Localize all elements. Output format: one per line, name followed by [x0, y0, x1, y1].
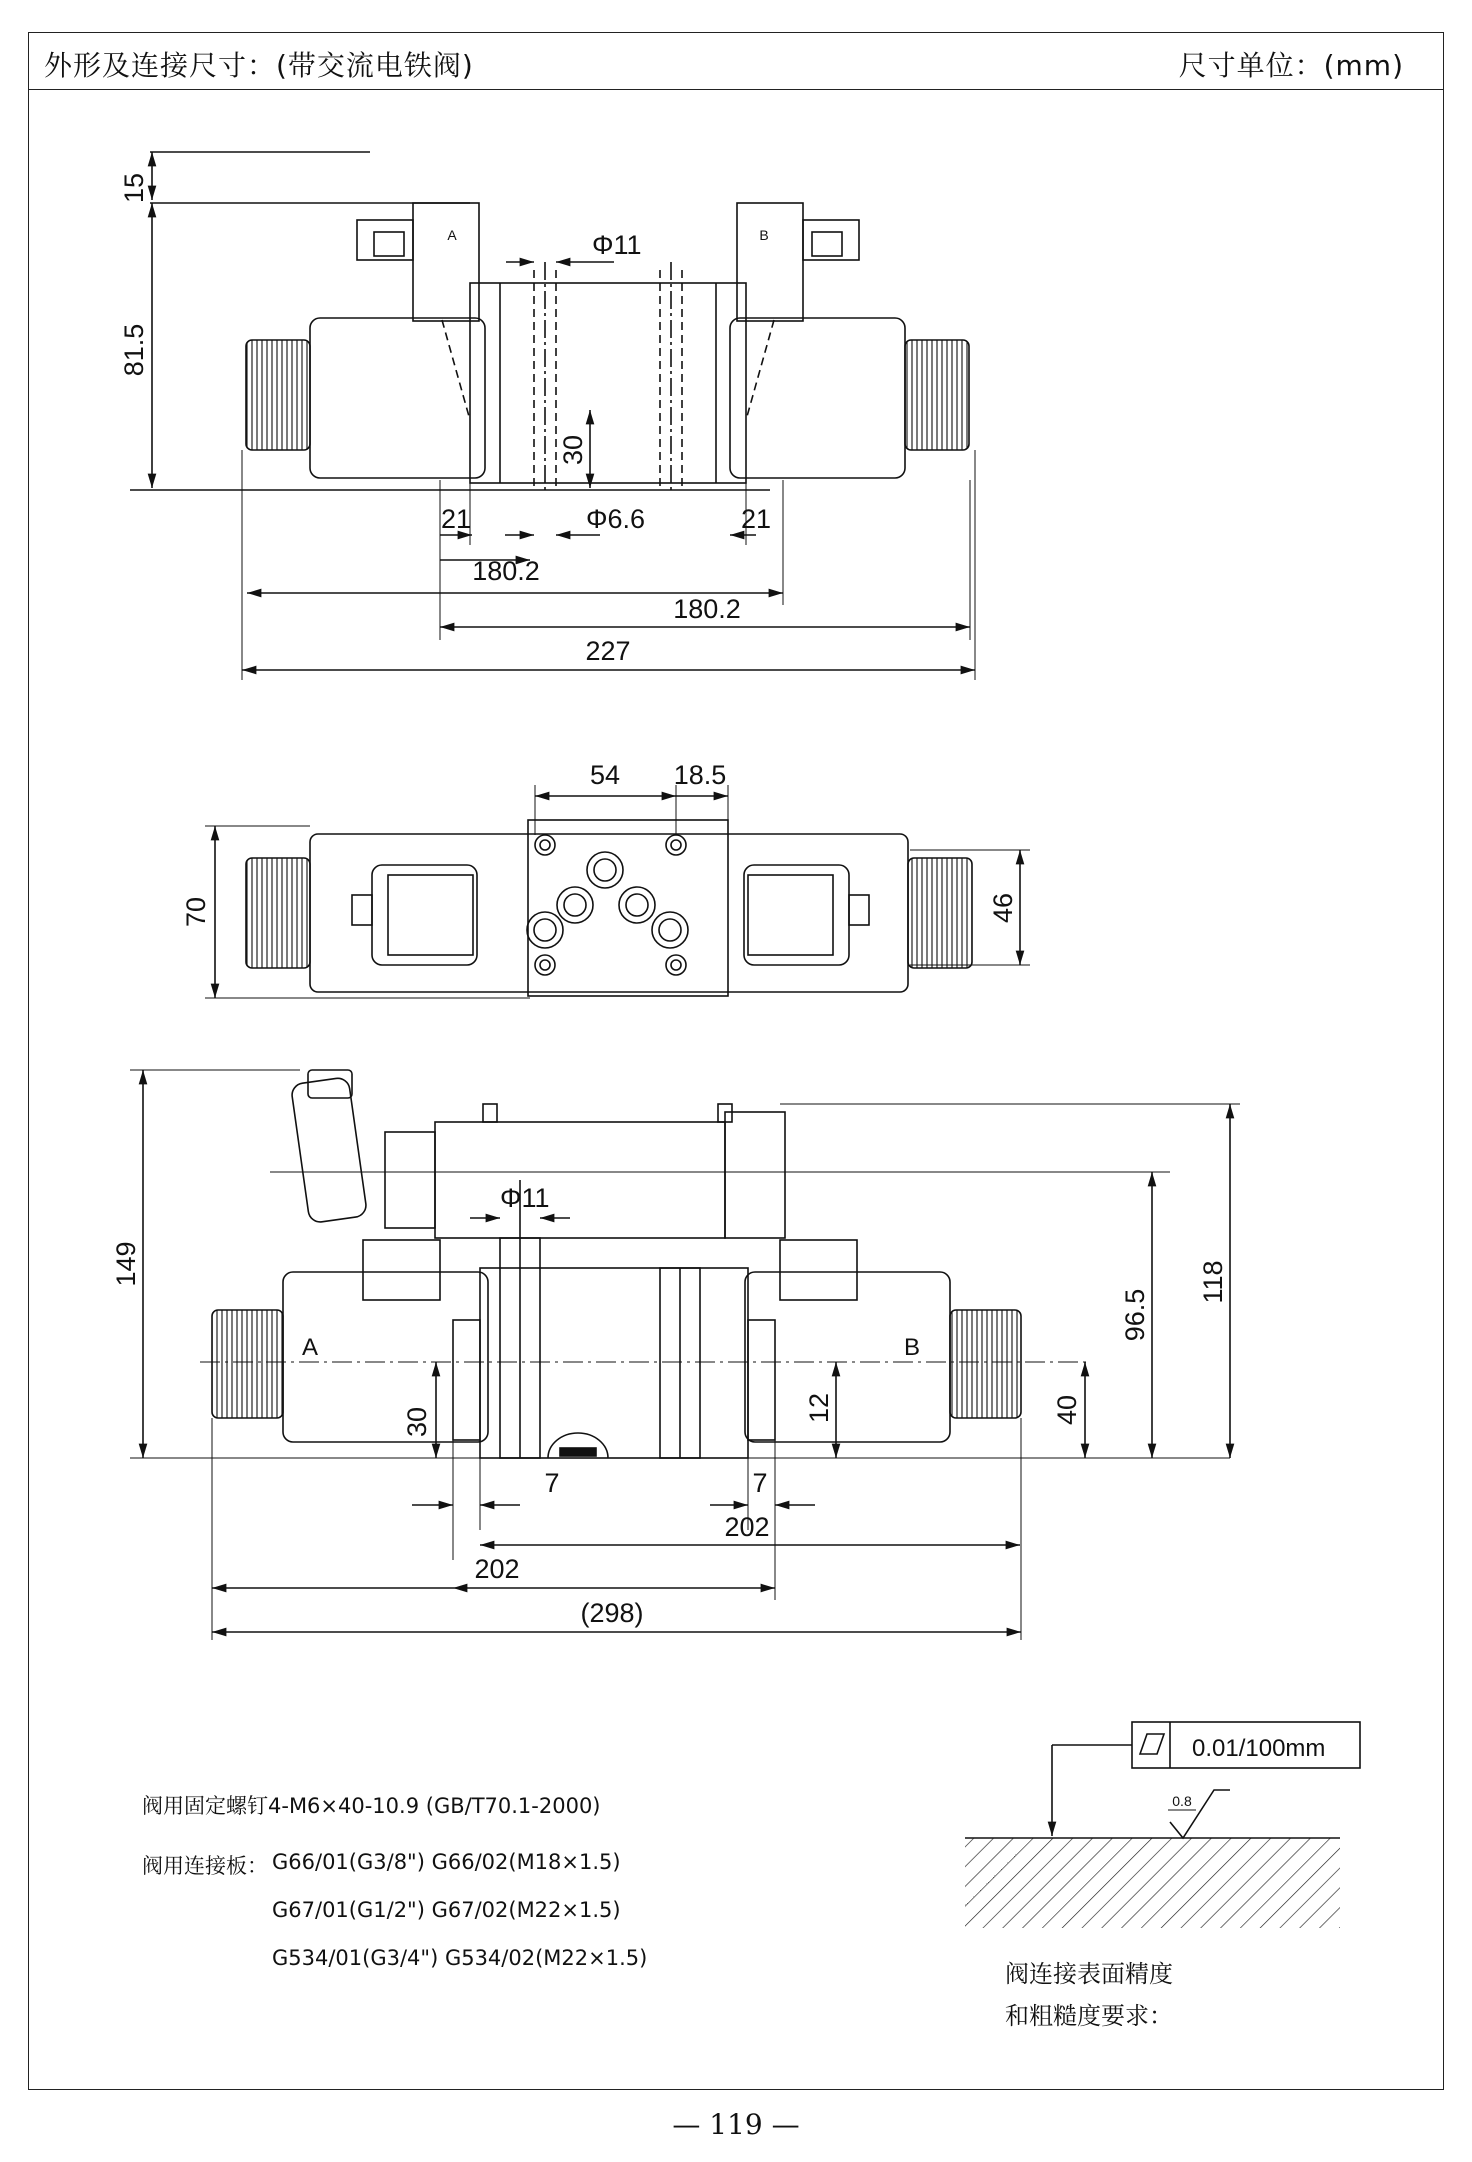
- dim-54: 54: [589, 760, 621, 790]
- dim-202-b: 202: [474, 1554, 520, 1584]
- port-label-a-top: A: [447, 227, 457, 243]
- dim-118: 118: [1198, 1260, 1228, 1304]
- port-label-b-top: B: [759, 227, 769, 243]
- port-label-a-front: A: [301, 1334, 319, 1361]
- dim-70: 70: [181, 896, 211, 928]
- surface-caption-line2: 和粗糙度要求：: [1005, 2002, 1173, 2030]
- surface-caption-line1: 阀连接表面精度: [1005, 1960, 1173, 1988]
- dim-30-top: 30: [558, 434, 588, 466]
- front-view: [130, 1070, 1240, 1640]
- dim-18-5: 18.5: [673, 760, 727, 790]
- dim-202-a: 202: [724, 1512, 770, 1542]
- note-plates-line3: G534/01(G3/4") G534/02(M22×1.5): [272, 1946, 648, 1970]
- note-plates-label: 阀用连接板：: [142, 1854, 268, 1878]
- dim-227: 227: [585, 636, 631, 666]
- dim-phi11-front: Φ11: [500, 1183, 550, 1213]
- port-label-b-front: B: [903, 1334, 921, 1361]
- dim-12: 12: [804, 1392, 834, 1424]
- page-number: — 119 —: [672, 2108, 800, 2141]
- dim-30-front: 30: [402, 1406, 432, 1438]
- dim-7-right: 7: [752, 1468, 768, 1498]
- dim-180-2-b: 180.2: [673, 594, 741, 624]
- dim-180-2-a: 180.2: [472, 556, 540, 586]
- dim-phi6-6: Φ6.6: [586, 504, 646, 534]
- top-view: [130, 152, 975, 680]
- dim-96-5: 96.5: [1120, 1288, 1150, 1342]
- dim-81-5: 81.5: [119, 323, 149, 377]
- dim-15: 15: [119, 172, 149, 204]
- note-plates-line2: G67/01(G1/2") G67/02(M22×1.5): [272, 1898, 621, 1922]
- dim-298: (298): [580, 1598, 644, 1628]
- plan-view: [205, 785, 1030, 998]
- dim-149: 149: [111, 1241, 141, 1287]
- dim-phi11-top: Φ11: [592, 230, 642, 260]
- unit-label: 尺寸单位：(mm): [1178, 49, 1404, 82]
- roughness-value: 0.8: [1172, 1793, 1192, 1809]
- dim-7-left: 7: [544, 1468, 560, 1498]
- dim-40: 40: [1052, 1394, 1082, 1426]
- note-plates-line1: G66/01(G3/8") G66/02(M18×1.5): [272, 1850, 621, 1874]
- flatness-tolerance: 0.01/100mm: [1192, 1735, 1326, 1762]
- note-fixing-screws: 阀用固定螺钉4-M6×40-10.9 (GB/T70.1-2000): [142, 1794, 601, 1818]
- dim-21-right: 21: [740, 504, 772, 534]
- page-title: 外形及连接尺寸：(带交流电铁阀): [44, 49, 474, 82]
- dim-21-left: 21: [440, 504, 472, 534]
- dim-46: 46: [988, 892, 1018, 924]
